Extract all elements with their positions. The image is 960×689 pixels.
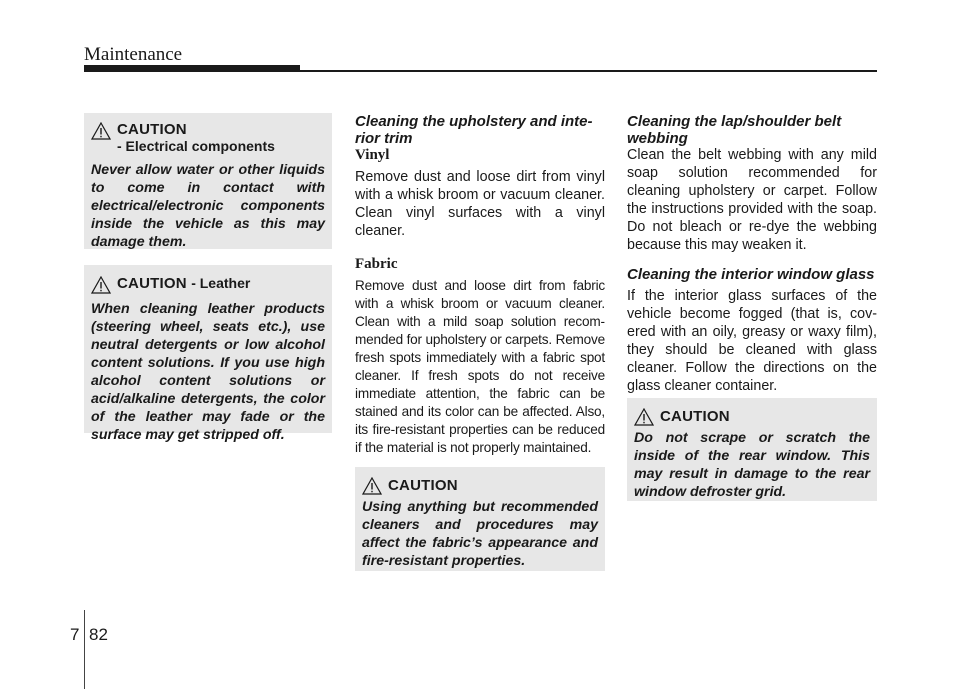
caution-label: CAUTION	[117, 121, 187, 138]
caution-header	[362, 476, 598, 495]
caution-label: CAUTION	[660, 408, 730, 425]
caution-subtitle: - Electrical components	[117, 138, 275, 154]
caution-box-electrical	[84, 113, 332, 249]
paragraph-fabric: Remove dust and loose dirt from fabric with a whisk broom or vacuum cleaner. Clean with a mild soap solution recommended for upholstery or carpets. Remove fresh spots immediately with a fabric spot cleaner. If fresh spots do not receive immediate attention, the fabric can be stained and its color can be affected. Also, its fire-resistant properties can be reduced if the material is not properly maintained.	[355, 278, 605, 455]
caution-label: CAUTION	[388, 477, 458, 494]
caution-header	[91, 121, 325, 155]
caution-text: Do not scrape or scratch the inside of the rear window. This may result in damage to the rear window defroster grid.	[634, 430, 870, 500]
paragraph-belt: Clean the belt webbing with any mild soap solution recommended for cleaning upholstery or carpet. Follow the instructions provided with the soap. Do not bleach or re-dye the webbing because this may weaken it.	[627, 147, 877, 253]
section-heading-glass: Cleaning the interior window glass	[627, 266, 875, 283]
caution-subtitle: - Leather	[191, 275, 251, 291]
footer-divider	[84, 610, 85, 689]
section-heading-belt: Cleaning the lap/shoulder belt webbing	[627, 113, 842, 147]
caution-box-leather	[84, 265, 332, 443]
subheading-fabric: Fabric	[355, 256, 398, 272]
warning-triangle-icon	[91, 122, 111, 140]
page-header-title: Maintenance	[84, 44, 183, 65]
caution-box-cleaners	[355, 467, 605, 571]
subheading-vinyl: Vinyl	[355, 147, 390, 163]
caution-header	[91, 275, 325, 294]
caution-text: Using anything but recommended cleaners and procedures may affect the fabric’s appearance and fire-resistant properties.	[362, 499, 598, 569]
header-rule-thick	[84, 65, 300, 72]
caution-header	[634, 407, 870, 426]
caution-text: When cleaning leather products (steering wheel, seats etc.), use neutral detergents or low alcohol content solutions. If you use high alcohol content solutions or acid/alkaline detergents, the color of the leather may fade or the surface may get stripped off.	[91, 301, 325, 443]
caution-box-window	[627, 398, 877, 501]
warning-triangle-icon	[91, 276, 111, 294]
caution-label: CAUTION	[117, 275, 187, 292]
paragraph-glass: If the interior glass surfaces of the vehicle become fogged (that is, covered with an oily, greasy or waxy film), they should be cleaned with glass cleaner. Follow the directions on the glass cleaner container.	[627, 288, 877, 394]
warning-triangle-icon	[634, 408, 654, 426]
chapter-number: 7	[70, 625, 80, 644]
warning-triangle-icon	[362, 477, 382, 495]
header-rule-thin	[300, 70, 877, 72]
page-number: 82	[89, 625, 108, 644]
section-heading-upholstery: Cleaning the upholstery and interior trim	[355, 113, 593, 147]
caution-text: Never allow water or other liquids to come in contact with electrical/electronic components inside the vehicle as this may damage them.	[91, 162, 325, 250]
paragraph-vinyl: Remove dust and loose dirt from vinyl with a whisk broom or vacuum cleaner. Clean vinyl surfaces with a vinyl cleaner.	[355, 169, 605, 239]
